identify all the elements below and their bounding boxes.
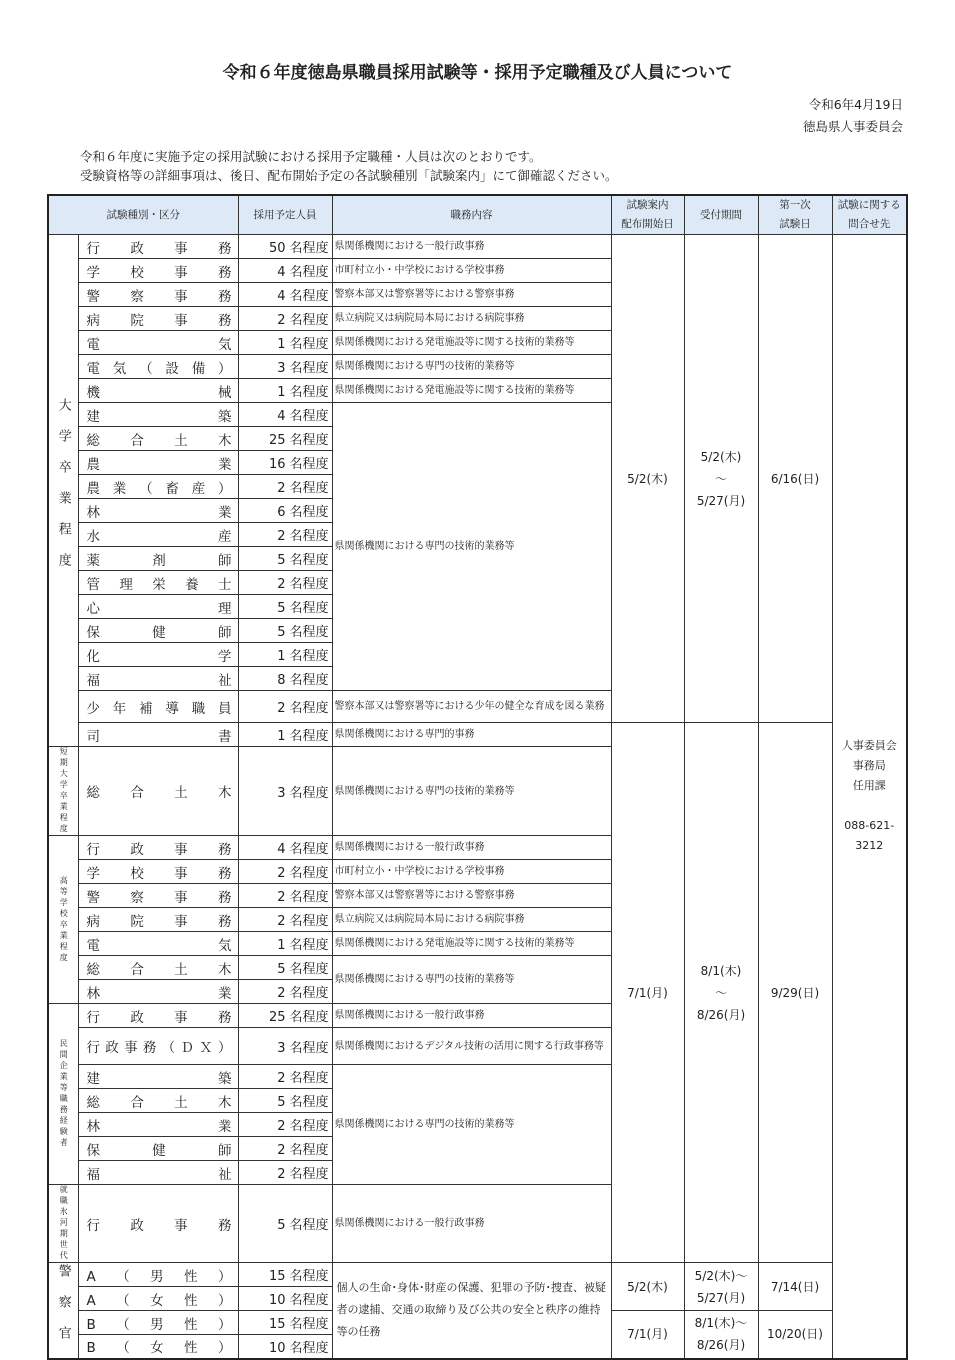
recruit-count (238, 403, 332, 427)
reception-line: 8/1(木) (700, 963, 742, 978)
reception-line: 8/1(木)〜 (694, 1316, 748, 1331)
recruit-count (238, 1287, 332, 1311)
category-name: 行政事務 (78, 235, 238, 259)
recruit-count (238, 475, 332, 499)
duty-description: 県関係機関における専門の技術的業務等 (332, 747, 611, 836)
category-name: 総合土木 (78, 747, 238, 836)
reception-line: 5/2(木)〜 (694, 1268, 748, 1283)
count-number: 2 (277, 481, 286, 496)
group-label-cell (48, 747, 78, 836)
category-name: 学校事務 (78, 860, 238, 884)
duty-description: 県関係機関における専門の技術的業務等 (332, 355, 611, 379)
count-unit: 名程度 (289, 481, 329, 496)
first-exam-date: 9/29(日) (758, 723, 832, 1263)
count-number: 4 (277, 842, 286, 857)
issue-info (803, 94, 903, 138)
recruit-count (238, 283, 332, 307)
category-name: 行政事務（ＤＸ） (78, 1028, 238, 1065)
table-row (48, 723, 907, 747)
group-label: 短期大学卒業程度 (59, 747, 69, 835)
recruit-count (238, 523, 332, 547)
group-label-wrap (49, 1264, 78, 1357)
duty-description: 県関係機関における一般行政事務 (332, 235, 611, 259)
count-number: 10 (268, 1293, 286, 1308)
count-number: 2 (277, 577, 286, 592)
count-number: 5 (277, 553, 286, 568)
header-contact: 試験に関する 問合せ先 (832, 195, 907, 235)
recruit-count (238, 499, 332, 523)
header-count: 採用予定人員 (238, 195, 332, 235)
reception-period (684, 723, 758, 1263)
issue-date: 令和6年4月19日 (808, 97, 903, 112)
count-unit: 名程度 (289, 914, 329, 929)
count-unit: 名程度 (289, 553, 329, 568)
reception-line: 8/26(月) (696, 1007, 746, 1022)
category-name: 建築 (78, 1065, 238, 1089)
count-number: 8 (277, 673, 286, 688)
count-unit: 名程度 (289, 1293, 329, 1308)
category-name: 農業 (78, 451, 238, 475)
count-unit: 名程度 (289, 601, 329, 616)
first-exam-date: 6/16(日) (758, 235, 832, 723)
count-number: 2 (277, 1119, 286, 1134)
recruit-count (238, 1263, 332, 1287)
recruit-count (238, 667, 332, 691)
category-name: 少年補導職員 (78, 691, 238, 723)
category-name: 林業 (78, 499, 238, 523)
contact-line: 088-621- (844, 819, 895, 833)
count-unit: 名程度 (289, 701, 329, 716)
category-name: 病院事務 (78, 307, 238, 331)
recruit-count (238, 1137, 332, 1161)
count-unit: 名程度 (289, 1269, 329, 1284)
recruit-count (238, 836, 332, 860)
header-reception: 受付期間 (684, 195, 758, 235)
count-unit: 名程度 (289, 785, 329, 801)
group-label-cell (48, 1004, 78, 1185)
recruit-count (238, 860, 332, 884)
count-unit: 名程度 (289, 577, 329, 592)
count-number: 3 (277, 1040, 286, 1056)
contact-line: 任用課 (852, 779, 886, 793)
count-unit: 名程度 (289, 1119, 329, 1134)
count-unit: 名程度 (289, 673, 329, 688)
count-unit: 名程度 (289, 457, 329, 472)
count-unit: 名程度 (289, 1071, 329, 1086)
recruit-count (238, 908, 332, 932)
count-unit: 名程度 (289, 289, 329, 304)
category-name: 電気 (78, 331, 238, 355)
contact-line (833, 796, 907, 816)
reception-line: 5/2(木) (700, 449, 742, 464)
count-number: 50 (268, 241, 286, 256)
count-number: 2 (277, 866, 286, 881)
duty-description: 県立病院又は病院局本局における病院事務 (332, 908, 611, 932)
recruit-count (238, 235, 332, 259)
group-label: 就職氷河期世代 (59, 1185, 69, 1262)
category-name: 福祉 (78, 667, 238, 691)
header-duties: 職務内容 (332, 195, 611, 235)
count-number: 15 (268, 1269, 286, 1284)
recruit-count (238, 691, 332, 723)
count-unit: 名程度 (289, 842, 329, 857)
page-title: 令和６年度徳島県職員採用試験等・採用予定職種及び人員について (222, 63, 733, 83)
count-unit: 名程度 (289, 1040, 329, 1056)
count-number: 25 (268, 1010, 286, 1025)
count-number: 16 (268, 457, 286, 472)
category-name: 学校事務 (78, 259, 238, 283)
duty-description: 県関係機関におけるデジタル技術の活用に関する行政事務等 (332, 1028, 611, 1065)
count-number: 25 (268, 433, 286, 448)
count-number: 1 (277, 337, 286, 352)
group-label-wrap (49, 1185, 78, 1262)
count-unit: 名程度 (289, 729, 329, 744)
count-unit: 名程度 (289, 938, 329, 953)
count-number: 10 (268, 1340, 286, 1356)
distribution-date: 7/1(月) (611, 1311, 684, 1359)
recruit-count (238, 643, 332, 667)
category-name: 病院事務 (78, 908, 238, 932)
count-unit: 名程度 (289, 433, 329, 448)
recruitment-table (47, 194, 908, 1360)
duty-description: 県関係機関における専門的事務 (332, 723, 611, 747)
count-unit: 名程度 (289, 409, 329, 424)
count-unit: 名程度 (289, 265, 329, 280)
duty-description: 警察本部又は警察署等における少年の健全な育成を図る業務 (332, 691, 611, 723)
recruit-count (238, 1089, 332, 1113)
header-distribution: 試験案内 配布開始日 (611, 195, 684, 235)
group-label-cell (48, 1263, 78, 1359)
count-unit: 名程度 (289, 1010, 329, 1025)
distribution-date: 5/2(木) (611, 235, 684, 723)
count-unit: 名程度 (289, 649, 329, 664)
table-header-row (48, 195, 907, 235)
reception-line: 5/27(月) (696, 493, 746, 508)
count-number: 3 (277, 785, 286, 801)
count-number: 1 (277, 729, 286, 744)
recruit-count (238, 451, 332, 475)
recruit-count (238, 723, 332, 747)
count-unit: 名程度 (289, 890, 329, 905)
category-name: 管理栄養士 (78, 571, 238, 595)
duty-description: 警察本部又は警察署等における警察事務 (332, 884, 611, 908)
contact-line: 事務局 (852, 759, 886, 773)
count-unit: 名程度 (289, 1340, 329, 1356)
count-unit: 名程度 (289, 1095, 329, 1110)
group-label: 民間企業等職務経験者 (59, 1039, 69, 1149)
category-name: 警察事務 (78, 884, 238, 908)
count-number: 5 (277, 625, 286, 640)
category-name: 行政事務 (78, 1004, 238, 1028)
category-name: 総合土木 (78, 1089, 238, 1113)
group-label-cell (48, 836, 78, 1004)
intro-text (80, 147, 618, 185)
category-name: 総合土木 (78, 956, 238, 980)
count-unit: 名程度 (289, 1317, 329, 1332)
issuer: 徳島県人事委員会 (802, 119, 903, 134)
reception-period (684, 1263, 758, 1311)
count-unit: 名程度 (289, 962, 329, 977)
group-label-cell (48, 1185, 78, 1263)
recruit-count (238, 331, 332, 355)
category-name: 保健師 (78, 1137, 238, 1161)
recruit-count (238, 1185, 332, 1263)
recruit-count (238, 956, 332, 980)
table-row (48, 235, 907, 259)
group-label-wrap (49, 747, 78, 835)
recruit-count (238, 1335, 332, 1359)
duty-description: 県関係機関における専門の技術的業務等 (332, 956, 611, 1004)
recruit-count (238, 619, 332, 643)
count-number: 4 (277, 289, 286, 304)
group-label: 警察官 (55, 1263, 71, 1357)
group-label-wrap (49, 398, 78, 584)
duty-description: 県関係機関における発電施設等に関する技術的業務等 (332, 331, 611, 355)
count-number: 2 (277, 914, 286, 929)
count-number: 2 (277, 986, 286, 1001)
duty-description: 県関係機関における専門の技術的業務等 (332, 1065, 611, 1185)
group-label-cell (48, 235, 78, 747)
contact-line: 3212 (855, 839, 884, 853)
count-unit: 名程度 (289, 986, 329, 1001)
duty-description: 個人の生命･身体･財産の保護、犯罪の予防･捜査、被疑者の逮捕、交通の取締り及び公共の安全と秩序の維持等の任務 (332, 1263, 611, 1359)
recruit-count (238, 595, 332, 619)
count-unit: 名程度 (289, 1218, 329, 1233)
recruit-count (238, 427, 332, 451)
recruit-count (238, 355, 332, 379)
reception-period (684, 235, 758, 723)
count-number: 2 (277, 1167, 286, 1182)
count-unit: 名程度 (289, 313, 329, 328)
count-number: 2 (277, 1143, 286, 1158)
count-number: 15 (268, 1317, 286, 1332)
category-name: A（男性） (78, 1263, 238, 1287)
duty-description: 県立病院又は病院局本局における病院事務 (332, 307, 611, 331)
header-first-exam: 第一次 試験日 (758, 195, 832, 235)
count-number: 1 (277, 649, 286, 664)
category-name: 心理 (78, 595, 238, 619)
first-exam-date: 7/14(日) (758, 1263, 832, 1311)
recruit-count (238, 1311, 332, 1335)
group-label: 高等学校卒業程度 (59, 875, 69, 964)
count-number: 6 (277, 505, 286, 520)
duty-description: 市町村立小・中学校における学校事務 (332, 860, 611, 884)
recruit-count (238, 259, 332, 283)
count-number: 5 (277, 1218, 286, 1233)
count-unit: 名程度 (289, 1143, 329, 1158)
count-number: 3 (277, 361, 286, 376)
intro-line: 令和６年度に実施予定の採用試験における採用予定職種・人員は次のとおりです。 (80, 149, 542, 164)
reception-line: 〜 (714, 985, 727, 1000)
contact-line: 人事委員会 (841, 739, 897, 753)
recruit-count (238, 571, 332, 595)
duty-description: 県関係機関における発電施設等に関する技術的業務等 (332, 379, 611, 403)
category-name: 行政事務 (78, 1185, 238, 1263)
count-number: 2 (277, 1071, 286, 1086)
category-name: 保健師 (78, 619, 238, 643)
recruit-count (238, 1004, 332, 1028)
table-row (48, 1263, 907, 1287)
count-unit: 名程度 (289, 241, 329, 256)
recruit-count (238, 932, 332, 956)
category-name: 機械 (78, 379, 238, 403)
category-name: 化学 (78, 643, 238, 667)
recruit-count (238, 547, 332, 571)
count-unit: 名程度 (289, 337, 329, 352)
count-unit: 名程度 (289, 385, 329, 400)
count-number: 2 (277, 529, 286, 544)
count-unit: 名程度 (289, 361, 329, 376)
count-number: 5 (277, 601, 286, 616)
duty-description: 県関係機関における一般行政事務 (332, 836, 611, 860)
count-number: 4 (277, 409, 286, 424)
header-category: 試験種別・区分 (48, 195, 238, 235)
count-number: 4 (277, 265, 286, 280)
category-name: 建築 (78, 403, 238, 427)
category-name: 電気（設備） (78, 355, 238, 379)
recruit-count (238, 747, 332, 836)
count-number: 1 (277, 938, 286, 953)
category-name: 行政事務 (78, 836, 238, 860)
contact-info (832, 235, 907, 1359)
category-name: 総合土木 (78, 427, 238, 451)
reception-line: 〜 (714, 471, 727, 486)
category-name: 林業 (78, 1113, 238, 1137)
recruit-count (238, 1113, 332, 1137)
recruit-count (238, 1065, 332, 1089)
reception-period (684, 1311, 758, 1359)
count-number: 2 (277, 701, 286, 716)
group-label-wrap (49, 1039, 78, 1149)
category-name: 福祉 (78, 1161, 238, 1185)
category-name: 薬剤師 (78, 547, 238, 571)
group-label-wrap (49, 876, 78, 964)
category-name: 警察事務 (78, 283, 238, 307)
count-number: 2 (277, 890, 286, 905)
count-unit: 名程度 (289, 529, 329, 544)
count-unit: 名程度 (289, 866, 329, 881)
count-number: 5 (277, 962, 286, 977)
reception-line: 5/27(月) (696, 1290, 746, 1305)
category-name: 水産 (78, 523, 238, 547)
duty-description: 市町村立小・中学校における学校事務 (332, 259, 611, 283)
duty-description: 県関係機関における発電施設等に関する技術的業務等 (332, 932, 611, 956)
reception-line: 8/26(月) (696, 1338, 746, 1353)
count-number: 5 (277, 1095, 286, 1110)
category-name: 農業（畜産） (78, 475, 238, 499)
recruit-count (238, 379, 332, 403)
intro-line: 受験資格等の詳細事項は、後日、配布開始予定の各試験種別「試験案内」にて御確認ください。 (80, 168, 618, 183)
category-name: 電気 (78, 932, 238, 956)
duty-description: 県関係機関における一般行政事務 (332, 1185, 611, 1263)
recruit-count (238, 884, 332, 908)
count-unit: 名程度 (289, 505, 329, 520)
category-name: 司書 (78, 723, 238, 747)
recruit-count (238, 1028, 332, 1065)
recruit-count (238, 980, 332, 1004)
first-exam-date: 10/20(日) (758, 1311, 832, 1359)
category-name: B（男性） (78, 1311, 238, 1335)
count-number: 2 (277, 313, 286, 328)
duty-description: 県関係機関における専門の技術的業務等 (332, 403, 611, 691)
category-name: A（女性） (78, 1287, 238, 1311)
count-unit: 名程度 (289, 1167, 329, 1182)
recruit-count (238, 307, 332, 331)
recruit-count (238, 1161, 332, 1185)
distribution-date: 7/1(月) (611, 723, 684, 1263)
group-label: 大学卒業程度 (55, 397, 71, 584)
count-unit: 名程度 (289, 625, 329, 640)
distribution-date: 5/2(木) (611, 1263, 684, 1311)
count-number: 1 (277, 385, 286, 400)
category-name: B（女性） (78, 1335, 238, 1359)
duty-description: 警察本部又は警察署等における警察事務 (332, 283, 611, 307)
duty-description: 県関係機関における一般行政事務 (332, 1004, 611, 1028)
category-name: 林業 (78, 980, 238, 1004)
